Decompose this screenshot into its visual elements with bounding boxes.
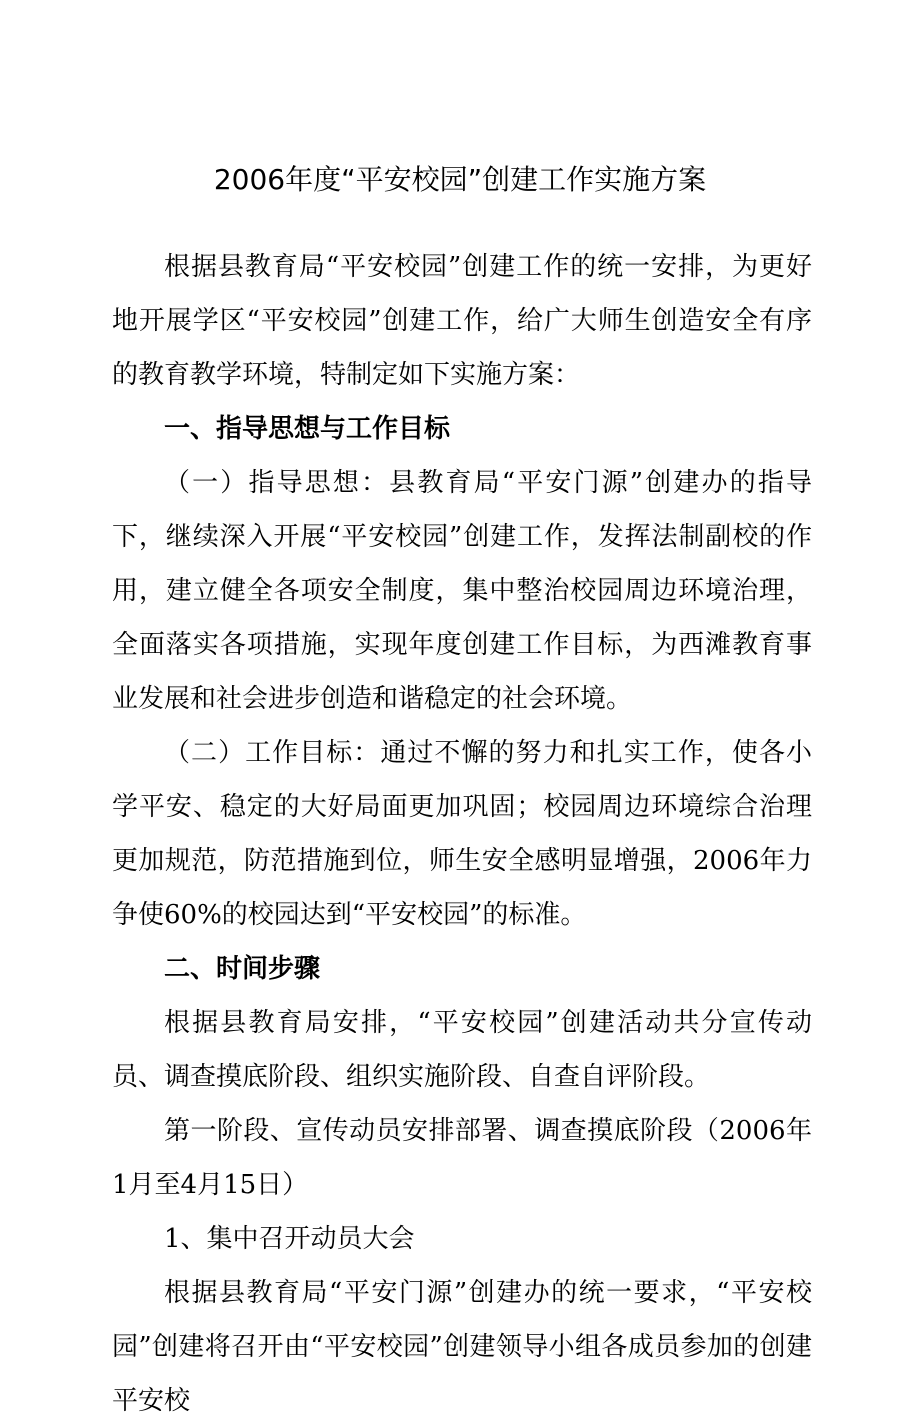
item-1-paragraph: 根据县教育局“平安门源”创建办的统一要求，“平安校园”创建将召开由“平安校园”创建领导小组各成员参加的创建平安校 [112, 1278, 812, 1416]
guiding-thought-paragraph: （一）指导思想：县教育局“平安门源”创建办的指导下，继续深入开展“平安校园”创建工作，发挥法制副校的作用，建立健全各项安全制度，集中整治校园周边环境治理，全面落实各项措施，实现年度创建工作目标，为西滩教育事业发展和社会进步创造和谐稳定的社会环境。 [112, 468, 812, 714]
document-body [112, 240, 812, 1428]
stage-1-paragraph: 第一阶段、宣传动员安排部署、调查摸底阶段（2006年1月至4月15日） [112, 1116, 812, 1200]
item-1-heading: 1、集中召开动员大会 [164, 1224, 415, 1254]
document-title: 2006年度“平安校园”创建工作实施方案 [213, 163, 707, 196]
intro-paragraph: 根据县教育局“平安校园”创建工作的统一安排，为更好地开展学区“平安校园”创建工作，给广大师生创造安全有序的教育教学环境，特制定如下实施方案： [112, 252, 812, 390]
section-heading-2: 二、时间步骤 [164, 954, 321, 984]
work-goal-paragraph: （二）工作目标：通过不懈的努力和扎实工作，使各小学平安、稳定的大好局面更加巩固；校园周边环境综合治理更加规范，防范措施到位，师生安全感明显增强，2006年力争使60%的校园达到“平安校园”的标准。 [112, 738, 812, 930]
section-heading-1: 一、指导思想与工作目标 [164, 414, 451, 444]
time-steps-paragraph: 根据县教育局安排，“平安校园”创建活动共分宣传动员、调查摸底阶段、组织实施阶段、自查自评阶段。 [112, 1008, 812, 1092]
